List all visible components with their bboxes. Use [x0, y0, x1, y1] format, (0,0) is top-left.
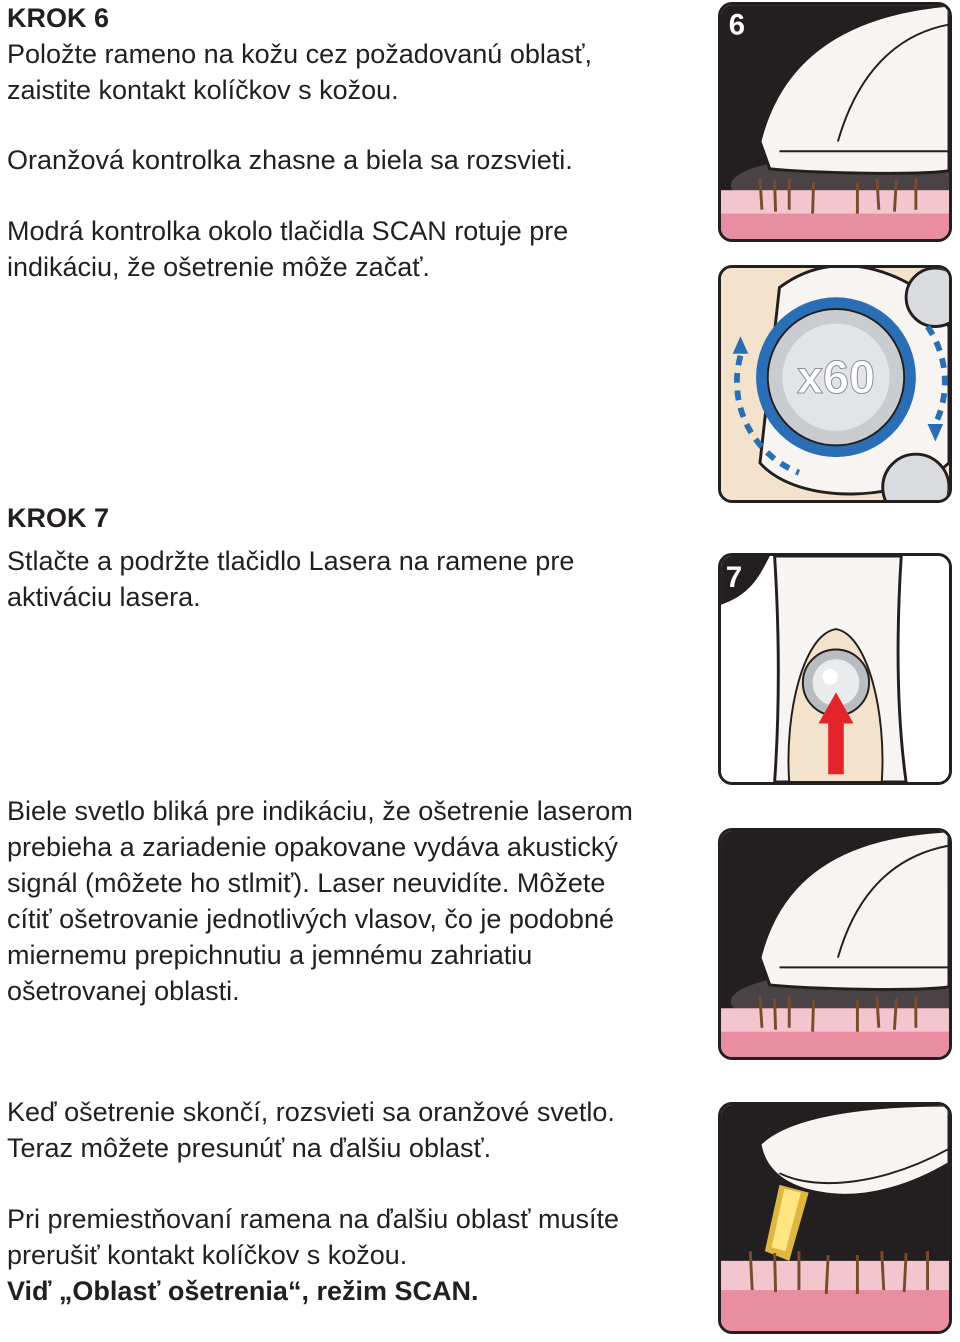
- figure-7-laser-button: [718, 553, 952, 785]
- treatment-finished-illustration: [721, 1105, 949, 1331]
- step7-text: [7, 500, 109, 536]
- laser-line4: cítiť ošetrovanie jednotlivých vlasov, čo je podobné: [7, 904, 614, 934]
- step6-para2-text: Oranžová kontrolka zhasne a biela sa rozsvieti.: [7, 145, 573, 175]
- step6-text: [7, 0, 592, 108]
- step7-para1-line2: aktiváciu lasera.: [7, 582, 201, 612]
- step6-para2: [7, 142, 573, 178]
- figure-7-number: 7: [725, 562, 743, 595]
- finish-para2-line2: prerušiť kontakt kolíčkov s kožou.: [7, 1240, 408, 1270]
- step6-para3: [7, 213, 568, 285]
- step6-para3-line2: indikáciu, že ošetrenie môže začať.: [7, 252, 430, 282]
- step7-heading: KROK 7: [7, 503, 110, 533]
- finish-para2: [7, 1201, 619, 1309]
- step7-para1-line1: Stlačte a podržte tlačidlo Lasera na ramene pre: [7, 546, 575, 576]
- figure-6-device-on-skin: [718, 2, 952, 242]
- finish-para2-line3: Viď „Oblasť ošetrenia“, režim SCAN.: [7, 1276, 479, 1306]
- step7-para1: [7, 543, 574, 615]
- finish-para1-line2: Teraz môžete presunúť na ďalšiu oblasť.: [7, 1133, 492, 1163]
- step6-para3-line1: Modrá kontrolka okolo tlačidla SCAN rotuje pre: [7, 216, 569, 246]
- laser-line5: miernemu prepichnutiu a jemnému zahriatiu: [7, 940, 533, 970]
- laser-line6: ošetrovanej oblasti.: [7, 976, 240, 1006]
- device-on-skin-illustration: [721, 5, 949, 239]
- finish-para2-line1: Pri premiestňovaní ramena na ďalšiu oblasť musíte: [7, 1204, 620, 1234]
- step6-para1-line1: Položte rameno na kožu cez požadovanú oblasť,: [7, 39, 592, 69]
- figure-6-number: 6: [728, 9, 746, 42]
- laser-button-illustration: [721, 556, 949, 782]
- dial-label: x60: [796, 350, 875, 403]
- scan-dial-illustration: [721, 268, 949, 500]
- finish-para1-line1: Keď ošetrenie skončí, rozsvieti sa oranžové svetlo.: [7, 1097, 615, 1127]
- laser-treatment-illustration: [721, 831, 949, 1057]
- step6-heading: KROK 6: [7, 3, 110, 33]
- laser-line1: Biele svetlo bliká pre indikáciu, že ošetrenie laserom: [7, 796, 633, 826]
- step6-para1-line2: zaistite kontakt kolíčkov s kožou.: [7, 75, 399, 105]
- laser-line2: prebieha a zariadenie opakovane vydáva akustický: [7, 832, 618, 862]
- laser-line3: signál (môžete ho stlmiť). Laser neuvidíte. Môžete: [7, 868, 606, 898]
- figure-laser-treatment: [718, 828, 952, 1060]
- figure-treatment-finished: [718, 1102, 952, 1334]
- finish-para1: [7, 1094, 615, 1166]
- figure-6-scan-dial: [718, 265, 952, 503]
- laser-paragraph: [7, 793, 633, 1009]
